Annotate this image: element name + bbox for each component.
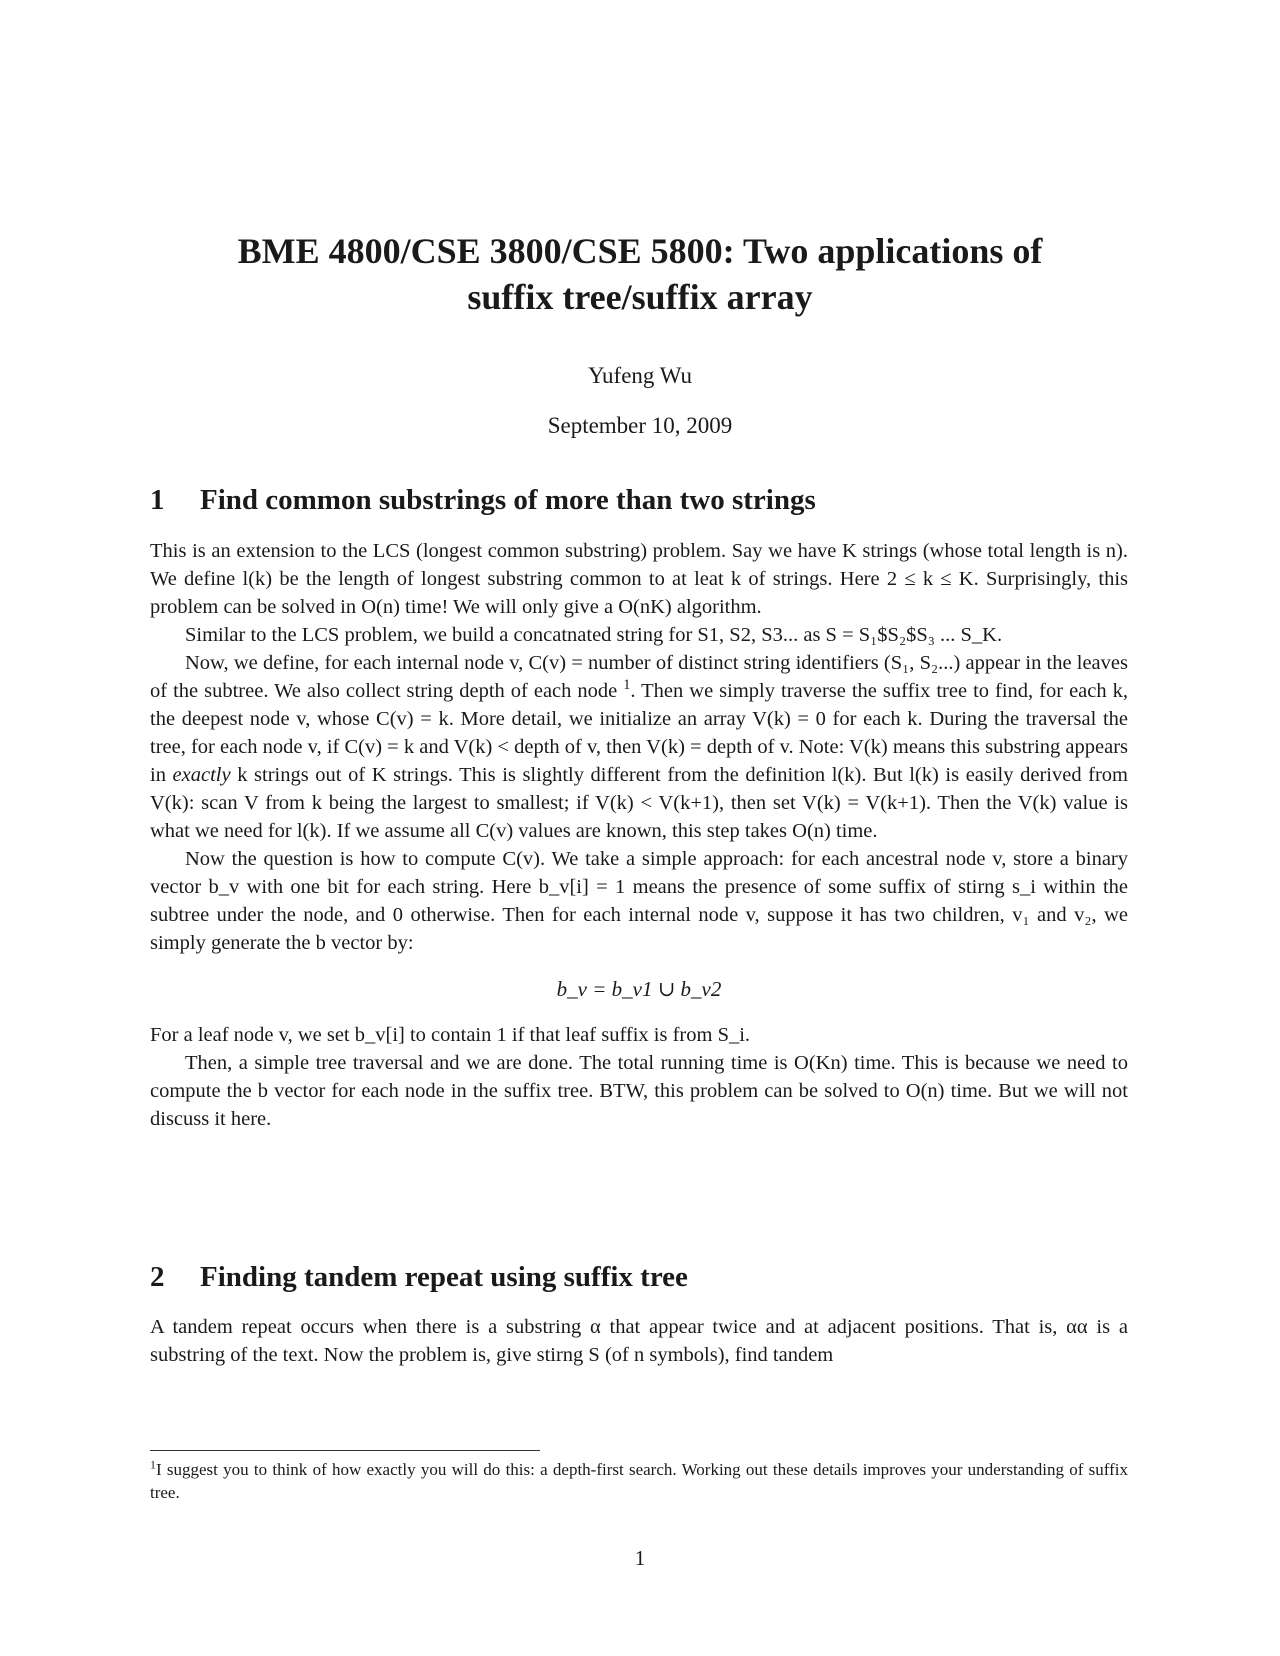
paper-title <box>150 228 1130 320</box>
section-1-paragraph-2: Similar to the LCS problem, we build a concatnated string for S1, S2, S3... as S = S₁$S₂$S₃ ... S_K. <box>185 624 1003 646</box>
section-2-heading <box>150 1259 688 1295</box>
display-equation: b_v = b_v1 ∪ b_v2 <box>556 977 722 1001</box>
section-2-number: 2 <box>150 1261 165 1293</box>
footnote-text: I suggest you to think of how exactly you will do this: a depth-first search. Working out these details improves your understanding of suffix tree. <box>150 1460 1128 1502</box>
paper-date: September 10, 2009 <box>547 413 733 438</box>
author-name: Yufeng Wu <box>587 363 693 388</box>
title-line-1: BME 4800/CSE 3800/CSE 5800: Two applications of <box>237 231 1043 271</box>
section-1-paragraph-3 <box>150 649 1128 845</box>
section-2-title: Finding tandem repeat using suffix tree <box>200 1261 688 1293</box>
section-1-heading <box>150 482 816 518</box>
section-2-paragraph-1: A tandem repeat occurs when there is a substring α that appear twice and at adjacent positions. That is, αα is a substring of the text. Now the problem is, give stirng S (of n symbols), find tandem <box>150 1316 1128 1366</box>
section-1-body <box>150 537 1128 1133</box>
section-1-paragraph-4: Now the question is how to compute C(v). We take a simple approach: for each ancestral node v, store a binary vector b_v with one bit for each string. Here b_v[i] = 1 means the presence of some suffix of stirng s_i within the subtree under the node, and 0 otherwise. Then for each internal node v, suppose it has two children, v₁ and v₂, we simply generate the b vector by: <box>150 848 1128 954</box>
section-1-paragraph-5: For a leaf node v, we set b_v[i] to contain 1 if that leaf suffix is from S_i. <box>150 1024 751 1046</box>
section-1-paragraph-6: Then, a simple tree traversal and we are done. The total running time is O(Kn) time. This is because we need to compute the b vector for each node in the suffix tree. BTW, this problem can be solved to O(n) time. But we will not discuss it here. <box>150 1052 1128 1130</box>
footnote-reference[interactable]: 1 <box>623 677 631 694</box>
section-1-number: 1 <box>150 484 165 516</box>
footnote-divider <box>150 1450 540 1451</box>
footnote <box>150 1458 1128 1504</box>
section-1-title: Find common substrings of more than two strings <box>200 484 816 516</box>
emphasis-exactly: exactly <box>172 764 231 786</box>
paragraph-3-part-a: Now, we define, for each internal node v, C(v) = number of distinct string identifiers (S₁, S₂...) appear in the leaves of the subtree. We also collect string depth of each node <box>150 652 1128 702</box>
page-number: 1 <box>634 1546 646 1570</box>
title-line-2: suffix tree/suffix array <box>467 277 813 317</box>
paragraph-3-part-b: . Then we simply traverse the suffix tree to find, for each k, the deepest node v, whose C(v) = k. More detail, we initialize an array V(k) = 0 for each k. During the traversal the tree, for each node v, if C(v) = k and V(k) < depth of v, then V(k) = depth of v. Note: V(k) means this substring appears in <box>150 680 1129 786</box>
section-1-paragraph-1: This is an extension to the LCS (longest common substring) problem. Say we have K strings (whose total length is n). We define l(k) be the length of longest substring common to at leat k of strings. Here 2 ≤ k ≤ K. Surprisingly, this problem can be solved in O(n) time! We will only give a O(nK) algorithm. <box>150 540 1128 618</box>
section-2-body <box>150 1313 1128 1369</box>
paragraph-3-part-c: k strings out of K strings. This is slightly different from the definition l(k). But l(k) is easily derived from V(k): scan V from k being the largest to smallest; if V(k) < V(k+1), then set V(k) = V(k+1). Then the V(k) value is what we need for l(k). If we assume all C(v) values are known, this step takes O(n) time. <box>150 764 1129 842</box>
footnote-mark: 1 <box>150 1457 156 1472</box>
